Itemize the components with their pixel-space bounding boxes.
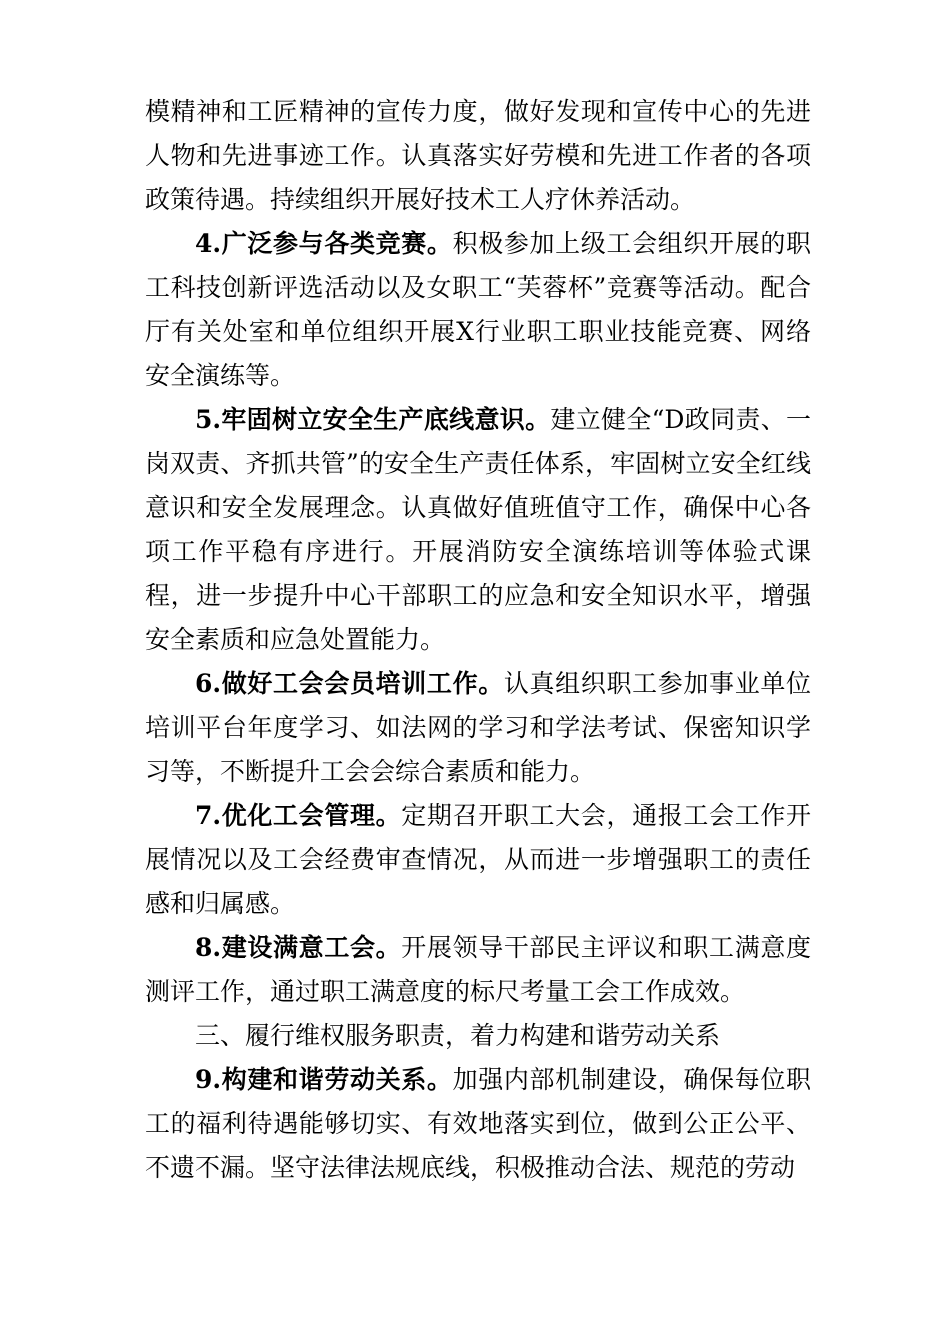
paragraph-body: 加强内部机制建设，确保每位职工的福利待遇能够切实、有效地落实到位，做到公正公平、不遗不漏。坚守法律法规底线，积极推动合法、规范的劳动 (145, 1065, 811, 1182)
paragraph-body: 定期召开职工大会，通报工会工作开展情况以及工会经费审查情况，从而进一步增强职工的责任感和归属感。 (145, 801, 811, 918)
paragraph-item-9 (145, 1058, 811, 1190)
paragraph-body: 积极参加上级工会组织开展的职工科技创新评选活动以及女职工“芙蓉杯”竞赛等活动。配合厅有关处室和单位组织开展X行业职工职业技能竞赛、网络安全演练等。 (145, 229, 811, 390)
item-heading: 7.优化工会管理。 (195, 801, 402, 830)
paragraph-item-6 (145, 662, 811, 794)
paragraph-body: 认真组织职工参加事业单位培训平台年度学习、如法网的学习和学法考试、保密知识学习等，不断提升工会会综合素质和能力。 (145, 669, 811, 786)
item-heading: 4.广泛参与各类竞赛。 (195, 229, 453, 258)
paragraph-item-5 (145, 398, 811, 662)
paragraph-body: 建立健全“D政同责、一岗双责、齐抓共管”的安全生产责任体系，牢固树立安全红线意识和安全发展理念。认真做好值班值守工作，确保中心各项工作平稳有序进行。开展消防安全演练培训等体验式课程，进一步提升中心干部职工的应急和安全知识水平，增强安全素质和应急处置能力。 (145, 405, 811, 654)
item-heading: 9.构建和谐劳动关系。 (195, 1065, 453, 1094)
paragraph-item-4 (145, 222, 811, 398)
item-heading: 6.做好工会会员培训工作。 (195, 669, 504, 698)
section-heading-3 (145, 1014, 811, 1058)
item-heading: 5.牢固树立安全生产底线意识。 (195, 405, 551, 434)
document-body (145, 90, 811, 1190)
paragraph-item-7 (145, 794, 811, 926)
paragraph-item-8 (145, 926, 811, 1014)
paragraph-continuation (145, 90, 811, 222)
item-heading: 8.建设满意工会。 (195, 933, 402, 962)
paragraph-body: 模精神和工匠精神的宣传力度，做好发现和宣传中心的先进人物和先进事迹工作。认真落实好劳模和先进工作者的各项政策待遇。持续组织开展好技术工人疗休养活动。 (145, 97, 811, 214)
paragraph-body: 开展领导干部民主评议和职工满意度测评工作，通过职工满意度的标尺考量工会工作成效。 (145, 933, 811, 1006)
section-title: 三、履行维权服务职责，着力构建和谐劳动关系 (195, 1021, 721, 1050)
